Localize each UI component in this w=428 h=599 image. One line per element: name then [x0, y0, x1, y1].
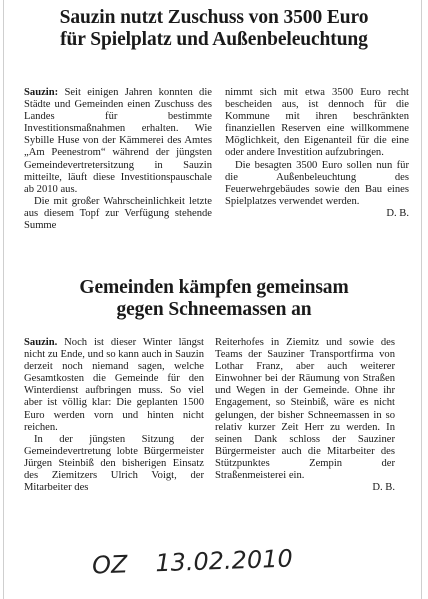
article2-paragraph-1-text: Noch ist dieser Winter längst nicht zu Ende, und so kann auch in Sauzin derzeit noch niemand sagen, welche Gesamtkosten die Gemeinde für den Winterdienst aufbringen muss. So viel aber ist völlig klar: Die geplanten 1500 Euro werden vorn und hinten nicht reichen.	[24, 337, 204, 433]
article1-headline-line2: für Spielplatz und Außenbeleuchtung	[60, 29, 368, 50]
article1-paragraph-1	[24, 87, 212, 196]
article2-signature: D. B.	[372, 482, 395, 494]
left-edge-line	[3, 0, 4, 599]
article1-paragraph-2: Die mit großer Wahrscheinlichkeit letzte aus diesem Topf zur Verfügung stehende Summe	[24, 195, 212, 232]
article2-paragraph-3: Reiterhofes in Ziemitz und sowie des Teams der Sauziner Transportfirma von Lothar Franz, aber auch weiterer Einwohner bei der Räumung von Straßen und Wegen in der Gemeinde. Ohne ihr Engagement, so Steinbiß, wäre es nicht gelungen, der bisher Schneemassen in so relativ kurzer Zeit Herr zu werden. In seinen Dank schloss der Sauziner Bürgermeister auch die Mitarbeiter des Stützpunktes Zempin der Straßenmeisterei ein.	[215, 337, 395, 482]
article2-column-left	[24, 337, 204, 494]
article1-paragraph-3: nimmt sich mit etwa 3500 Euro recht bescheiden aus, ist dennoch für die Kommune mit ihren beschränkten finanziellen Reserven eine willkommene Möglichkeit, den Eigenanteil für die eine oder andere Investition aufzubringen.	[225, 87, 409, 159]
article1-signature: D. B.	[386, 207, 409, 219]
article2-paragraph-2: In der jüngsten Sitzung der Gemeindevertretung lobte Bürgermeister Jürgen Steinbiß den bisherigen Einsatz des Ziemitzers Ulrich Voigt, der Mitarbeiter des	[24, 433, 204, 494]
handwritten-date: 13.02.2010	[154, 544, 294, 578]
article1-paragraph-4: Die besagten 3500 Euro sollen nun für die Außenbeleuchtung des Feuerwehrgebäudes sowie den Bau eines Spielplatzes verwendet werden.	[225, 159, 409, 207]
right-edge-line	[421, 0, 422, 599]
article1-column-right	[225, 87, 409, 220]
article2-paragraph-1	[24, 337, 204, 434]
article2-headline-line2: gegen Schneemassen an	[116, 299, 312, 320]
article2-dateline: Sauzin.	[24, 337, 58, 348]
article1-headline	[10, 7, 418, 51]
article2-headline-line1: Gemeinden kämpfen gemeinsam	[79, 277, 349, 298]
article2-headline	[10, 277, 418, 321]
handwritten-source: OZ	[91, 550, 128, 580]
article1-headline-line1: Sauzin nutzt Zuschuss von 3500 Euro	[59, 7, 369, 28]
article1-paragraph-1-text: Seit einigen Jahren konnten die Städte und Gemeinden einen Zuschuss des Landes für bestimmte Investitionsmaßnahmen erhalten. Wie Sybille Huse von der Kämmerei des Amtes „Am Peenestrom“ während der jüngsten Gemeindevertretersitzung in Sauzin mitteilte, läuft diese Investitionspauschale ab 2010 aus.	[24, 87, 212, 195]
handwritten-source-note	[92, 545, 294, 580]
article1-dateline: Sauzin:	[24, 87, 59, 98]
article1-column-left	[24, 87, 212, 232]
article2-column-right	[215, 337, 395, 494]
